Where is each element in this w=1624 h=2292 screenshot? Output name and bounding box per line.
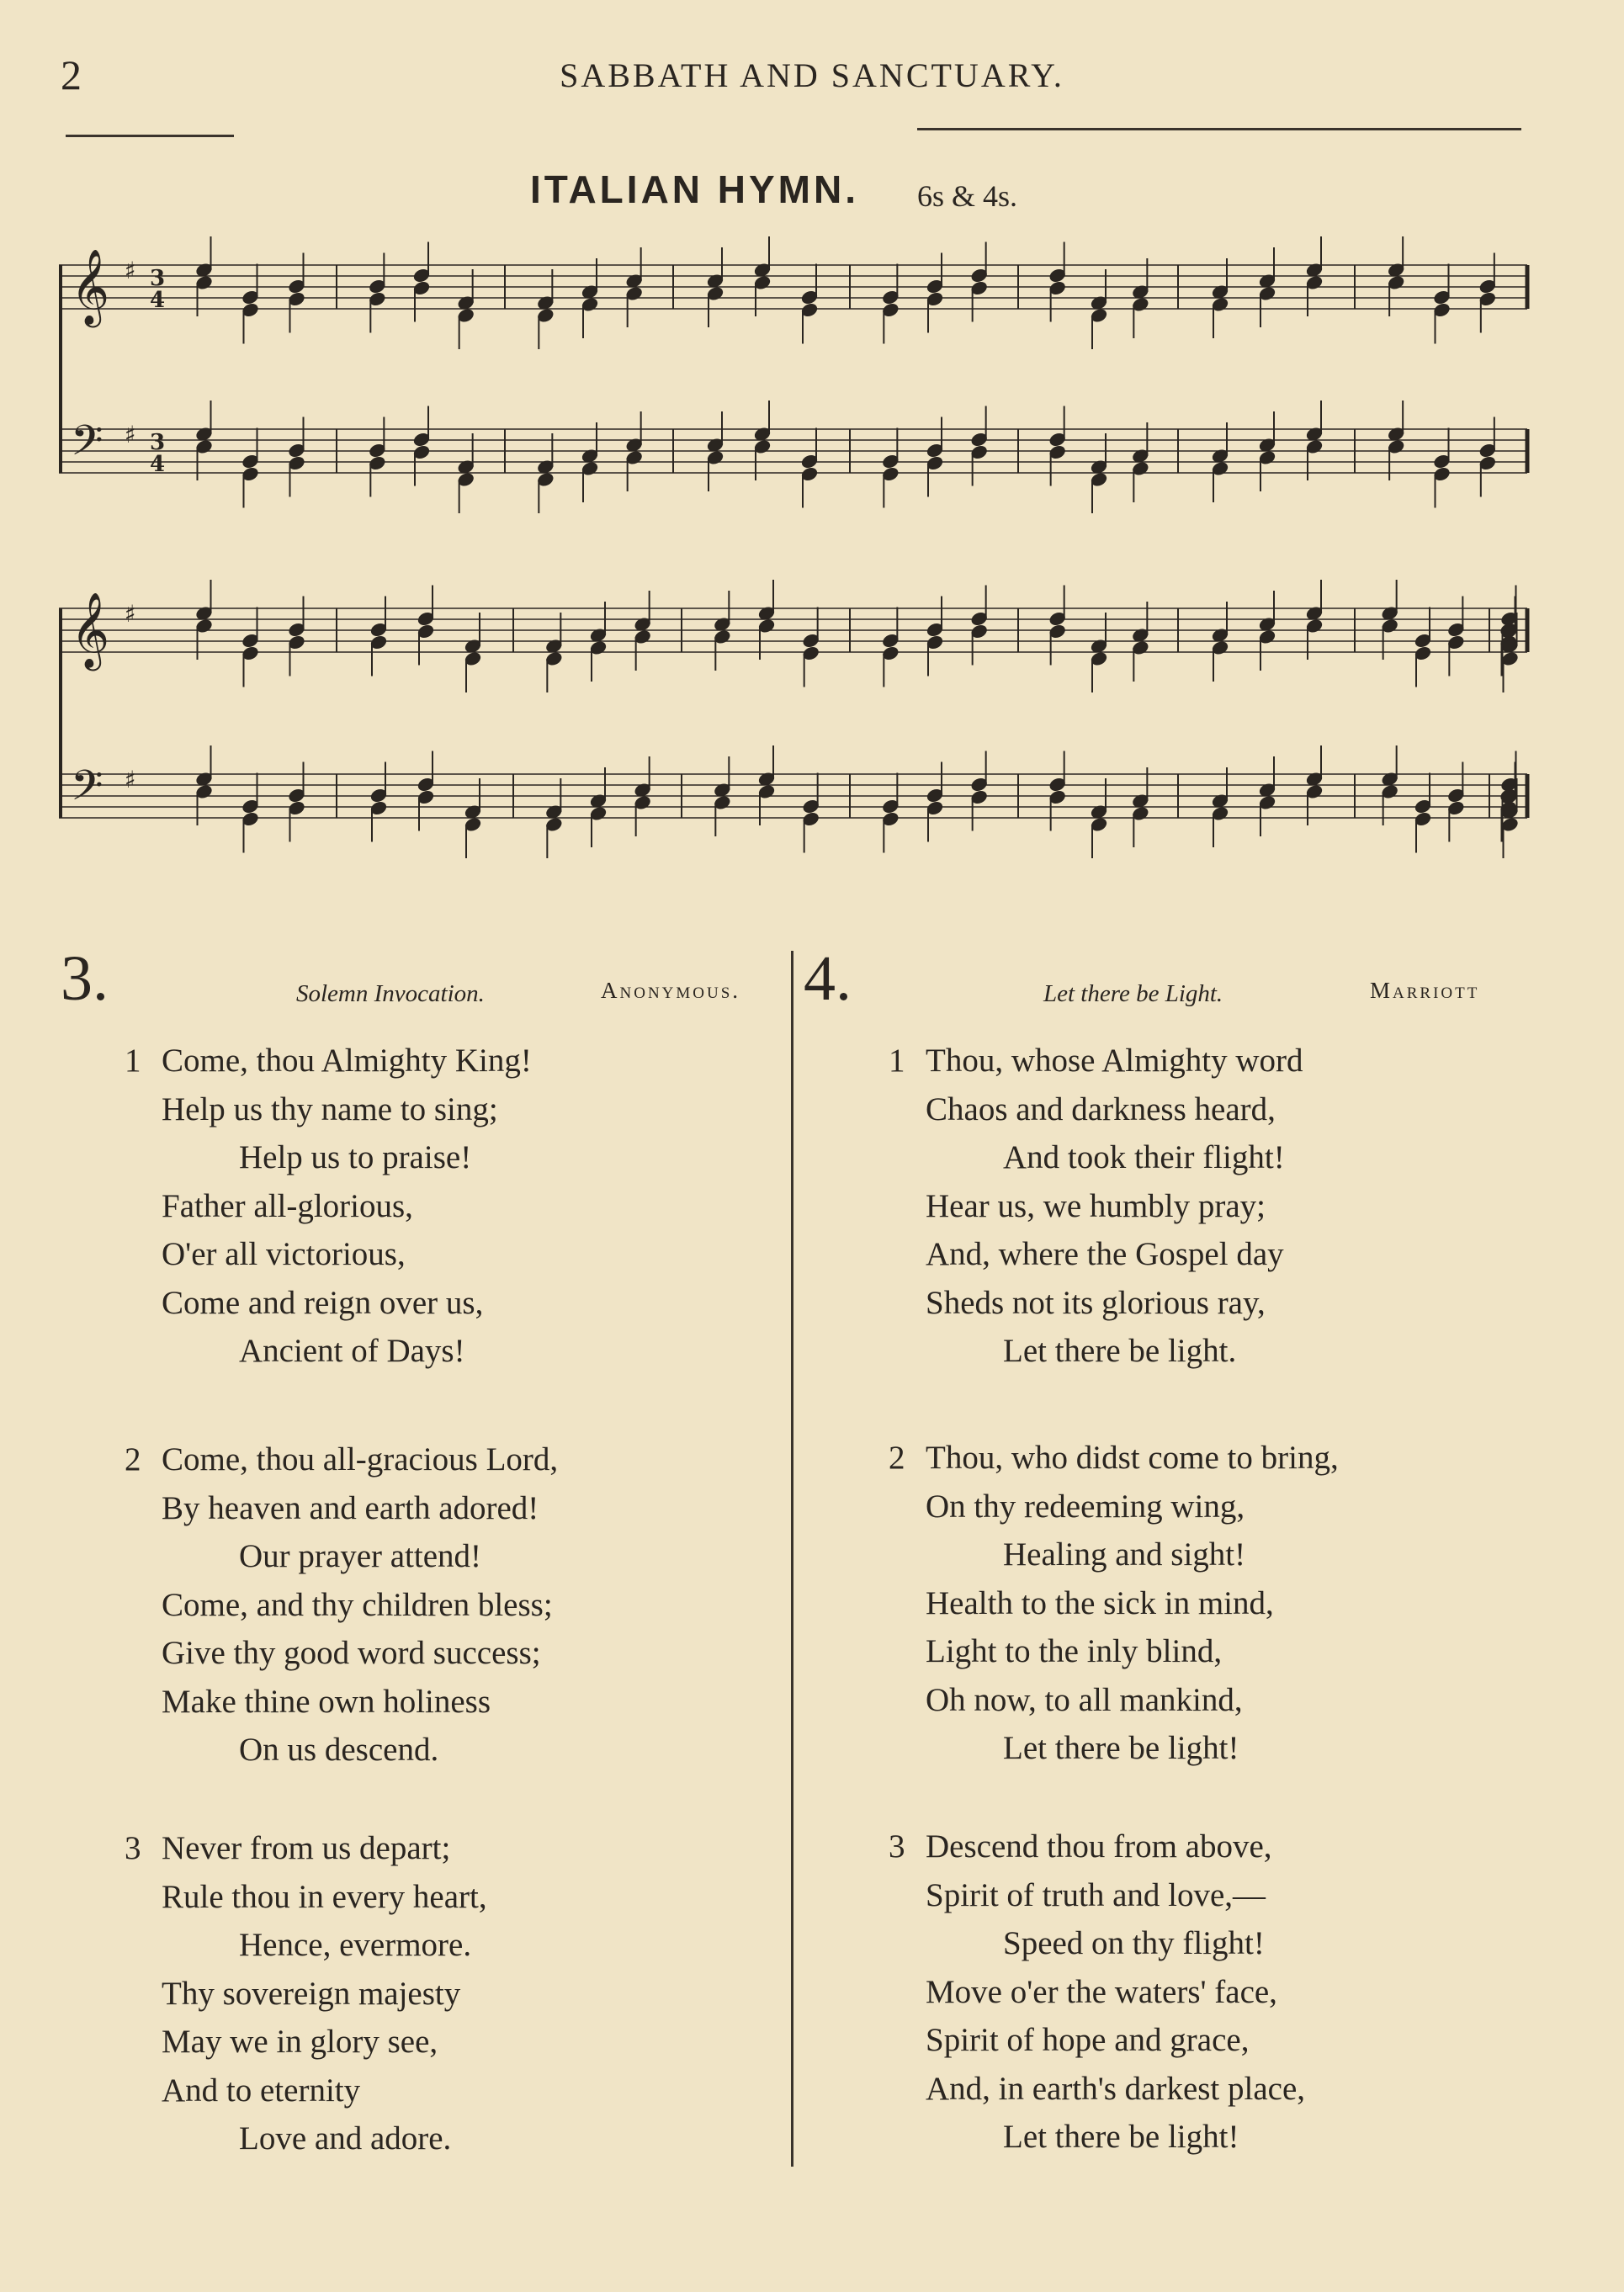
stanza-line: Oh now, to all mankind, <box>926 1681 1243 1718</box>
time-signature: 3 <box>150 430 166 455</box>
header-rule-left <box>66 135 234 137</box>
hymn-4-stanza-3 <box>889 1822 1306 2162</box>
stanza-number: 3 <box>889 1828 905 1865</box>
stanza-line: Healing and sight! <box>1003 1536 1246 1573</box>
bass-clef-icon: 𝄢 <box>71 761 103 820</box>
stanza-line: Hence, evermore. <box>239 1927 472 1963</box>
stanza-number: 2 <box>125 1441 141 1478</box>
stanza-line: Help us to praise! <box>239 1139 472 1175</box>
running-title: SABBATH AND SANCTUARY. <box>560 56 1064 94</box>
sharp-icon: ♯ <box>125 600 136 628</box>
stanza-line: Help us thy name to sing; <box>162 1090 498 1127</box>
stanza-line <box>889 1434 1339 1483</box>
treble-clef-icon: 𝄞 <box>71 592 110 668</box>
stanza-line: And to eternity <box>162 2072 361 2109</box>
stanza-line: Speed on thy flight! <box>1003 1925 1265 1961</box>
hymn-3-author: Anonymous. <box>601 978 741 1003</box>
stanza-line: And, in earth's darkest place, <box>926 2070 1306 2107</box>
stanza-line: Light to the inly blind, <box>926 1633 1223 1669</box>
header-rule-right <box>917 128 1521 130</box>
stanza-line: Ancient of Days! <box>239 1333 465 1369</box>
stanza-line: Sheds not its glorious ray, <box>926 1284 1266 1321</box>
line-text: Thou, who didst come to bring, <box>926 1440 1339 1476</box>
stanza-line: Let there be light. <box>1003 1333 1237 1369</box>
stanza-line: Spirit of truth and love,— <box>926 1876 1266 1913</box>
stanza-line: Make thine own holiness <box>162 1683 491 1720</box>
stanza-line: Love and adore. <box>239 2120 452 2157</box>
stanza-line: Hear us, we humbly pray; <box>926 1187 1266 1224</box>
hymn-3-stanza-2 <box>125 1435 559 1775</box>
time-signature: 4 <box>150 452 166 477</box>
line-text: Thou, whose Almighty word <box>926 1043 1303 1079</box>
sharp-icon: ♯ <box>125 421 136 448</box>
stanza-line: Thy sovereign majesty <box>162 1975 461 2012</box>
hymn-4-number: 4. <box>804 943 852 1014</box>
stanza-line: May we in glory see, <box>162 2024 438 2060</box>
hymn-3-stanza-1 <box>125 1037 532 1376</box>
line-text: Come, thou Almighty King! <box>162 1043 532 1079</box>
bass-clef-icon: 𝄢 <box>71 416 103 475</box>
stanza-line <box>125 1824 487 1873</box>
stanza-line: And took their flight! <box>1003 1139 1285 1175</box>
line-text: Never from us depart; <box>162 1830 451 1866</box>
line-text: Come, thou all-gracious Lord, <box>162 1441 559 1478</box>
stanza-line: By heaven and earth adored! <box>162 1489 539 1526</box>
stanza-line: Give thy good word success; <box>162 1635 541 1671</box>
stanza-line: Our prayer attend! <box>239 1538 482 1574</box>
hymn-4-stanza-1 <box>889 1037 1303 1376</box>
line-text: Descend thou from above, <box>926 1828 1272 1865</box>
stanza-line <box>125 1435 559 1484</box>
sharp-icon: ♯ <box>125 257 136 284</box>
music-score <box>59 219 1540 892</box>
stanza-line: And, where the Gospel day <box>926 1236 1284 1272</box>
stanza-number: 3 <box>125 1830 141 1866</box>
stanza-line: Let there be light! <box>1003 1730 1239 1766</box>
stanza-line: On thy redeeming wing, <box>926 1488 1245 1525</box>
stanza-line <box>889 1822 1305 1871</box>
score-notation <box>59 236 1527 858</box>
stanza-line: Come and reign over us, <box>162 1284 484 1321</box>
stanza-line: Come, and thy children bless; <box>162 1586 553 1623</box>
stanza-line <box>125 1037 532 1085</box>
time-signature: 3 <box>150 266 166 291</box>
column-divider <box>791 951 793 2167</box>
sharp-icon: ♯ <box>125 766 136 793</box>
stanza-number: 1 <box>125 1043 141 1079</box>
stanza-line: Move o'er the waters' face, <box>926 1973 1277 2010</box>
stanza-line: Spirit of hope and grace, <box>926 2022 1250 2058</box>
hymn-3-stanza-3 <box>125 1824 487 2163</box>
time-signature: 4 <box>150 288 166 313</box>
hymn-4-subtitle: Let there be Light. <box>1043 980 1223 1007</box>
tune-meter: 6s & 4s. <box>917 179 1018 213</box>
page-number: 2 <box>61 51 82 98</box>
stanza-line: Let there be light! <box>1003 2119 1239 2155</box>
hymn-4-author: Marriott <box>1370 978 1480 1003</box>
tune-title: ITALIAN HYMN. <box>530 167 860 211</box>
stanza-line: On us descend. <box>239 1732 439 1768</box>
stanza-line: Father all-glorious, <box>162 1187 413 1224</box>
stanza-line: Rule thou in every heart, <box>162 1878 487 1915</box>
stanza-line: Health to the sick in mind, <box>926 1584 1274 1621</box>
treble-clef-icon: 𝄞 <box>71 249 110 325</box>
stanza-line: O'er all victorious, <box>162 1236 406 1272</box>
stanza-number: 1 <box>889 1043 905 1079</box>
stanza-number: 2 <box>889 1440 905 1476</box>
stanza-line <box>889 1037 1303 1085</box>
hymn-3-subtitle: Solemn Invocation. <box>296 980 485 1007</box>
hymn-3-number: 3. <box>61 943 109 1014</box>
hymn-4-stanza-2 <box>889 1434 1339 1773</box>
stanza-line: Chaos and darkness heard, <box>926 1090 1276 1127</box>
